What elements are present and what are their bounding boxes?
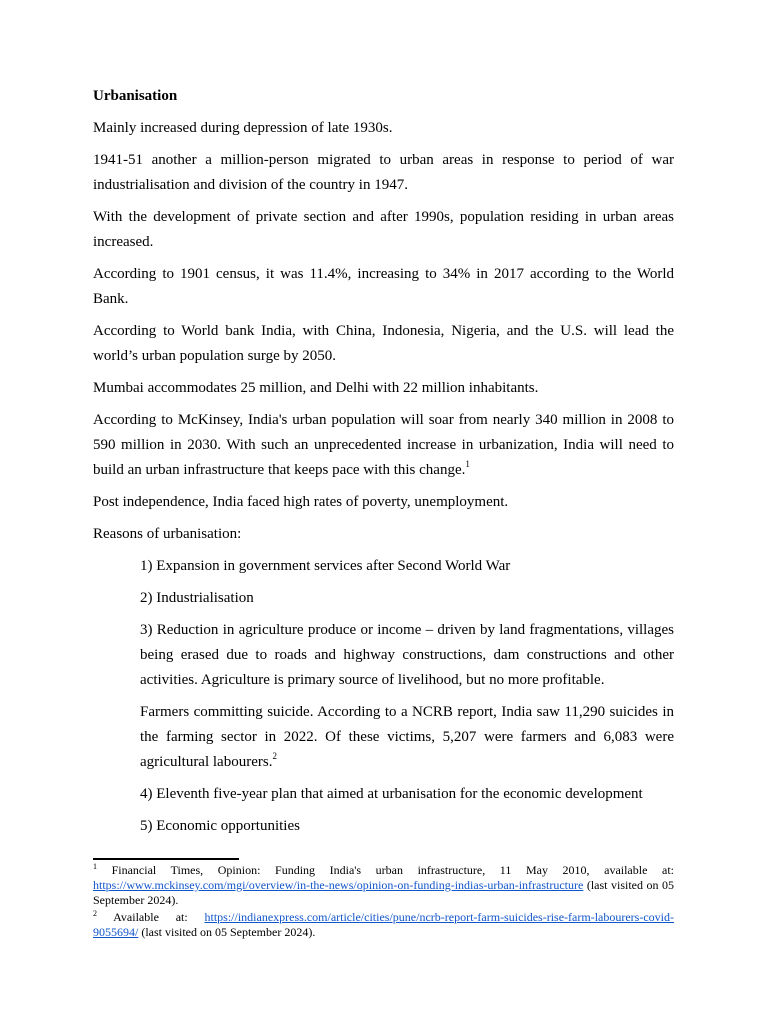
reason-3-detail-text: Farmers committing suicide. According to a NCRB report, India saw 11,290 suicides in the farming sector in 2022. Of these victims, 5,207 were farmers and 6,083 were agricultural labourers.	[140, 704, 674, 770]
reason-5: 5) Economic opportunities	[140, 818, 300, 834]
paragraph-6: Mumbai accommodates 25 million, and Delhi with 22 million inhabitants.	[93, 380, 539, 396]
paragraph-7-text: According to McKinsey, India's urban population will soar from nearly 340 million in 2008 to 590 million in 2030. With such an unprecedented increase in urbanization, India will need to build an urban infrastructure that keeps pace with this change.	[93, 412, 674, 478]
footnote-1	[93, 863, 674, 908]
document-body	[93, 86, 674, 846]
footnotes-area	[93, 863, 674, 942]
section-heading: Urbanisation	[93, 88, 178, 104]
footnote-2	[93, 910, 674, 940]
footnote-1-after: (last visited on 05 September 2024).	[93, 878, 674, 907]
paragraph-3: With the development of private section and after 1990s, population residing in urban areas increased.	[93, 209, 674, 250]
paragraph-5: According to World bank India, with China, Indonesia, Nigeria, and the U.S. will lead the world’s urban population surge by 2050.	[93, 323, 674, 364]
footnote-1-link[interactable]: https://www.mckinsey.com/mgi/overview/in-the-news/opinion-on-funding-indias-urban-infrastructure	[93, 878, 584, 892]
footnote-ref-1[interactable]: 1	[465, 459, 470, 469]
reason-1: 1) Expansion in government services after Second World War	[140, 558, 511, 574]
paragraph-4: According to 1901 census, it was 11.4%, increasing to 34% in 2017 according to the World Bank.	[93, 266, 674, 307]
reason-3: 3) Reduction in agriculture produce or income – driven by land fragmentations, villages being erased due to roads and highway constructions, dam constructions and other activities. Agriculture is primary source of livelihood, but no more profitable.	[140, 622, 674, 688]
footnote-separator	[93, 858, 239, 860]
paragraph-7	[93, 408, 674, 483]
reason-4: 4) Eleventh five-year plan that aimed at urbanisation for the economic development	[140, 786, 643, 802]
paragraph-2: 1941-51 another a million-person migrated to urban areas in response to period of war industrialisation and division of the country in 1947.	[93, 152, 674, 193]
reason-3-detail	[140, 700, 674, 775]
paragraph-9: Reasons of urbanisation:	[93, 526, 242, 542]
footnote-2-text: Available at:	[97, 910, 205, 924]
footnote-2-after: (last visited on 05 September 2024).	[138, 925, 316, 939]
footnote-2-number: 2	[93, 909, 97, 918]
footnote-ref-2[interactable]: 2	[272, 751, 277, 761]
paragraph-1: Mainly increased during depression of late 1930s.	[93, 120, 393, 136]
footnote-1-text: Financial Times, Opinion: Funding India's urban infrastructure, 11 May 2010, available at:	[97, 863, 674, 877]
paragraph-8: Post independence, India faced high rates of poverty, unemployment.	[93, 494, 509, 510]
footnote-1-number: 1	[93, 862, 97, 871]
footnote-2-link[interactable]: https://indianexpress.com/article/cities/pune/ncrb-report-farm-suicides-rise-farm-labourers-covid-9055694/	[93, 910, 674, 939]
reason-2: 2) Industrialisation	[140, 590, 254, 606]
